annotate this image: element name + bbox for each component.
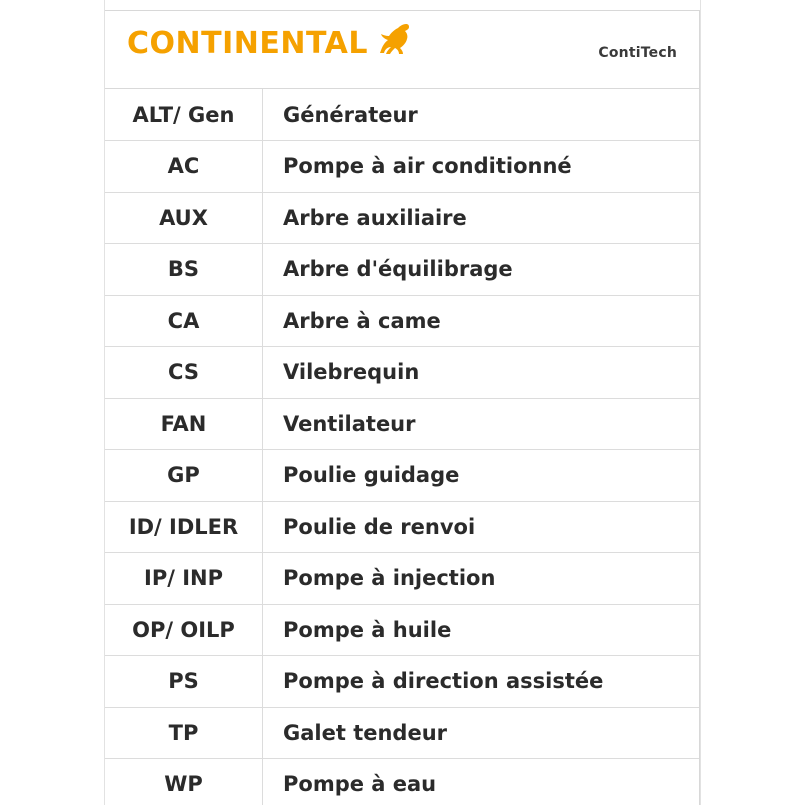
term-cell: Pompe à eau bbox=[263, 759, 700, 805]
abbreviation-cell: FAN bbox=[105, 398, 263, 450]
sheet-left-edge bbox=[104, 0, 105, 805]
abbreviation-cell: BS bbox=[105, 244, 263, 296]
sheet-right-edge bbox=[700, 0, 701, 805]
term-cell: Générateur bbox=[263, 89, 700, 141]
contitech-sub-brand: ContiTech bbox=[598, 45, 677, 61]
brand-header bbox=[105, 11, 699, 89]
abbreviation-cell: ID/ IDLER bbox=[105, 501, 263, 553]
term-cell: Pompe à huile bbox=[263, 604, 700, 656]
page-right-margin bbox=[701, 0, 805, 805]
abbreviation-cell: WP bbox=[105, 759, 263, 805]
table-row bbox=[105, 450, 699, 502]
glossary-sheet bbox=[104, 10, 700, 805]
running-horse-icon bbox=[374, 23, 414, 62]
term-cell: Arbre auxiliaire bbox=[263, 192, 700, 244]
abbreviation-cell: IP/ INP bbox=[105, 553, 263, 605]
term-cell: Pompe à injection bbox=[263, 553, 700, 605]
term-cell: Poulie de renvoi bbox=[263, 501, 700, 553]
term-cell: Pompe à air conditionné bbox=[263, 141, 700, 193]
term-cell: Galet tendeur bbox=[263, 707, 700, 759]
page-left-margin bbox=[0, 0, 104, 805]
table-row bbox=[105, 553, 699, 605]
abbreviation-cell: OP/ OILP bbox=[105, 604, 263, 656]
abbreviation-glossary-table bbox=[105, 89, 699, 805]
abbreviation-cell: PS bbox=[105, 656, 263, 708]
term-cell: Poulie guidage bbox=[263, 450, 700, 502]
continental-logo bbox=[127, 26, 414, 62]
table-row bbox=[105, 89, 699, 141]
abbreviation-cell: CS bbox=[105, 347, 263, 399]
glossary-rows bbox=[105, 89, 699, 805]
term-cell: Vilebrequin bbox=[263, 347, 700, 399]
table-row bbox=[105, 656, 699, 708]
abbreviation-cell: GP bbox=[105, 450, 263, 502]
term-cell: Arbre d'équilibrage bbox=[263, 244, 700, 296]
abbreviation-cell: AUX bbox=[105, 192, 263, 244]
table-row bbox=[105, 141, 699, 193]
table-row bbox=[105, 295, 699, 347]
table-row bbox=[105, 398, 699, 450]
table-row bbox=[105, 347, 699, 399]
table-row bbox=[105, 707, 699, 759]
table-row bbox=[105, 759, 699, 805]
abbreviation-cell: ALT/ Gen bbox=[105, 89, 263, 141]
table-row bbox=[105, 604, 699, 656]
abbreviation-cell: AC bbox=[105, 141, 263, 193]
term-cell: Arbre à came bbox=[263, 295, 700, 347]
table-row bbox=[105, 501, 699, 553]
brand-wordmark: CONTINENTAL bbox=[127, 26, 368, 61]
table-row bbox=[105, 244, 699, 296]
abbreviation-cell: TP bbox=[105, 707, 263, 759]
term-cell: Pompe à direction assistée bbox=[263, 656, 700, 708]
term-cell: Ventilateur bbox=[263, 398, 700, 450]
table-row bbox=[105, 192, 699, 244]
abbreviation-cell: CA bbox=[105, 295, 263, 347]
